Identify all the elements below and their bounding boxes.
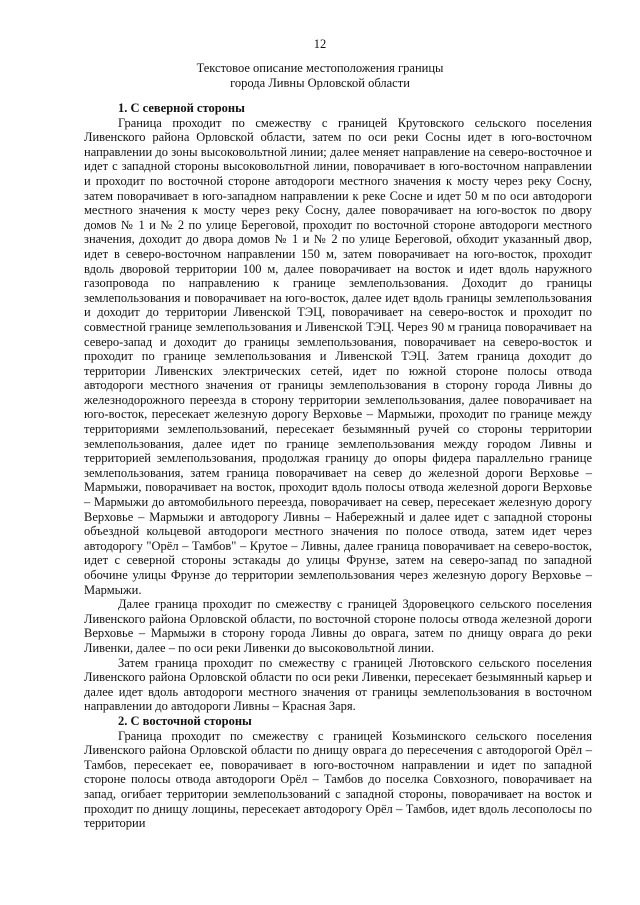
paragraph: Затем граница проходит по смежеству с границей Лютовского сельского поселения Ливенского района Орловской области по оси реки Ливенки, пересекает безымянный карьер и далее идет вдоль автодороги местного значения от границы землепользования в восточном направлении до автодороги Ливны – Красная Заря. [84,655,592,714]
page-number: 12 [313,37,327,51]
section-heading-north: 1. С северной стороны [118,101,245,115]
section-heading-east: 2. С восточной стороны [118,713,252,728]
title-line-1: Текстовое описание местоположения границы [196,61,444,75]
title-line-2: города Ливны Орловской области [230,75,410,90]
paragraph: Далее граница проходит по смежеству с границей Здоровецкого сельского поселения Ливенского района Орловской области, по восточной стороне полосы отвода железной дороги Верховье – Мармыжи в сторону города Ливны до оврага, затем по днищу оврага до реки Ливенки, далее – по оси реки Ливенки до высоковольтной линии. [84,597,592,655]
document-body [84,101,592,831]
document-title [0,61,640,90]
paragraph: Граница проходит по смежеству с границей Козьминского сельского поселения Ливенского района Орловской области по днищу оврага до пересечения с автодорогой Орёл – Тамбов, пересекает ее, поворачивает в юго-восточном направлении и идет по западной стороне полосы отвода автодороги Орёл – Тамбов до поселка Совхозного, поворачивает на запад, огибает территории землепользований с западной стороны, поворачивает на восток и проходит по днищу лощины, пересекает автодорогу Орёл – Тамбов, идет вдоль лесополосы по территории [84,728,592,831]
paragraph: Граница проходит по смежеству с границей Крутовского сельского поселения Ливенского района Орловской области, затем по оси реки Сосны идет в юго-восточном направлении до зоны высоковольтной линии; далее меняет направление на северо-восточное и идет с западной стороны высоковольтной линии, поворачивает в юго-восточном направлении и проходит по восточной стороне автодороги местного значения к мосту через реку Сосну, затем поворачивает в юго-западном направлении к реке Сосне и идет 50 м по оси автодороги местного значения к мосту через реку Сосну, далее поворачивает на юго-восток по двору домов № 1 и № 2 по улице Береговой, проходит по восточной стороне автодороги местного значения, доходит до двора домов № 1 и № 2 по улице Береговой, обходит указанный двор, идет в северо-восточном направлении 150 м, затем поворачивает на юго-восток, проходит вдоль дворовой территории 100 м, далее поворачивает на восток и идет вдоль наружного газопровода по направлению к границе землепользования. Доходит до границы землепользования и поворачивает на юго-восток, далее идет вдоль границы землепользования и доходит до территории Ливенской ТЭЦ, поворачивает на северо-восток и проходит по совместной границе землепользования и Ливенской ТЭЦ. Через 90 м граница поворачивает на северо-запад и доходит до границы землепользования, поворачивает на северо-восток и проходит по границе землепользования и Ливенской ТЭЦ. Затем граница доходит до территории Ливенских электрических сетей, идет по южной стороне полосы отвода автодороги местного значения от границы землепользования в сторону города Ливны до железнодорожного переезда в сторону территории землепользования, далее поворачивает на юго-восток, пересекает железную дорогу Верховье – Мармыжи, проходит по границе между территориями землепользований, пересекает безымянный ручей со стороны территории землепользования, далее идет по границе землепользования между городом Ливны и территорией землепользования, продолжая границу до опоры фидера параллельно границе землепользования, затем граница поворачивает на север до железной дороги Верховье – Мармыжи, поворачивает на восток, проходит вдоль полосы отвода железной дороги Верховье – Мармыжи до автомобильного переезда, поворачивает на север, пересекает железную дорогу Верховье – Мармыжи и автодорогу Ливны – Набережный и далее идет с западной стороны объездной кольцевой автодороги местного значения по полосе отвода, затем идет через автодорогу "Орёл – Тамбов" – Крутое – Ливны, далее граница поворачивает на северо-восток, идет с северной стороны эстакады до улицы Фрунзе, затем на северо-запад по западной обочине улицы Фрунзе до территории землепользования через железную дорогу Верховье – Мармыжи. [84,115,592,597]
